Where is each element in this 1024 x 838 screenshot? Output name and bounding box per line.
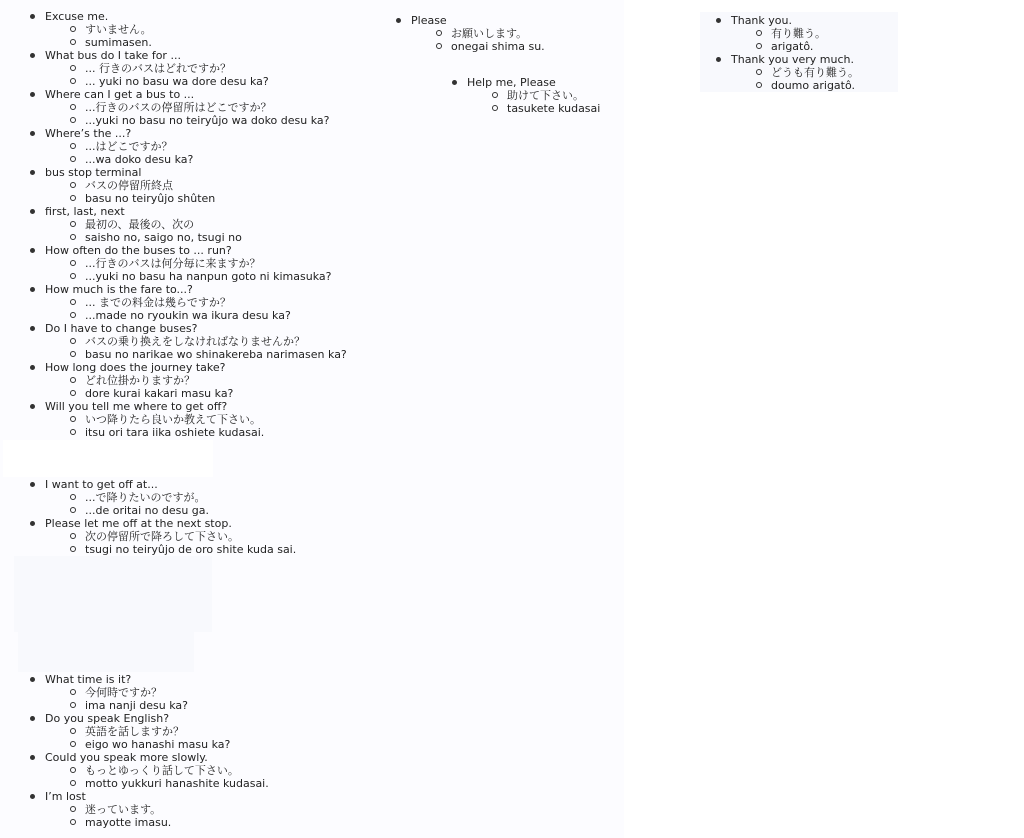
japanese-translation: バスの乗り換えをしなければなりませんか？	[0, 335, 400, 348]
translation-list	[731, 66, 906, 92]
japanese-translation: 有り難う。	[686, 27, 906, 40]
phrase-item	[366, 14, 616, 53]
phrase-item	[0, 478, 400, 517]
translation-list	[45, 764, 400, 790]
general-phrase-list	[0, 673, 400, 829]
romaji-reading: ...de oritai no desu ga.	[0, 504, 400, 517]
bus-phrase-list	[0, 10, 400, 439]
english-phrase: How much is the fare to...?	[45, 283, 193, 296]
romaji-reading: arigatô.	[686, 40, 906, 53]
english-phrase: Help me, Please	[467, 76, 556, 89]
phrase-item	[0, 49, 400, 88]
translation-list	[45, 413, 400, 439]
translation-list	[45, 140, 400, 166]
japanese-translation: もっとゆっくり話して下さい。	[0, 764, 400, 777]
phrase-item	[0, 400, 400, 439]
english-phrase: Thank you.	[731, 14, 792, 27]
translation-list	[45, 725, 400, 751]
english-phrase: How long does the journey take?	[45, 361, 226, 374]
english-phrase: Do you speak English?	[45, 712, 170, 725]
translation-list	[45, 374, 400, 400]
english-phrase: Do I have to change buses?	[45, 322, 198, 335]
english-phrase: I want to get off at...	[45, 478, 158, 491]
phrase-item	[0, 790, 400, 829]
english-phrase: Could you speak more slowly.	[45, 751, 208, 764]
phrase-item	[0, 10, 400, 49]
japanese-translation: ...はどこですか？	[0, 140, 400, 153]
japanese-translation: ... までの料金は幾らですか？	[0, 296, 400, 309]
english-phrase: Thank you very much.	[731, 53, 854, 66]
translation-list	[45, 296, 400, 322]
translation-list	[45, 803, 400, 829]
english-phrase: Please	[411, 14, 447, 27]
get-off-phrase-list	[0, 478, 400, 556]
japanese-translation: 迷っています。	[0, 803, 400, 816]
help-column	[422, 76, 622, 115]
english-phrase: How often do the buses to ... run?	[45, 244, 232, 257]
translation-list	[45, 62, 400, 88]
japanese-translation: 英語を話しますか？	[0, 725, 400, 738]
phrase-item	[0, 88, 400, 127]
phrase-item	[0, 673, 400, 712]
please-phrase-list	[366, 14, 616, 53]
japanese-translation: 助けて下さい。	[422, 89, 622, 102]
romaji-reading: basu no teiryûjo shûten	[0, 192, 400, 205]
translation-list	[45, 23, 400, 49]
romaji-reading: ...made no ryoukin wa ikura desu ka?	[0, 309, 400, 322]
phrase-item	[0, 127, 400, 166]
english-phrase: What bus do I take for ...	[45, 49, 181, 62]
japanese-translation: どれ位掛かりますか？	[0, 374, 400, 387]
romaji-reading: eigo wo hanashi masu ka?	[0, 738, 400, 751]
english-phrase: Where can I get a bus to ...	[45, 88, 195, 101]
phrase-item	[0, 517, 400, 556]
thanks-phrase-list	[686, 14, 906, 92]
japanese-translation: バスの停留所終点	[0, 179, 400, 192]
japanese-translation: どうも有り難う。	[686, 66, 906, 79]
romaji-reading: itsu ori tara iika oshiete kudasai.	[0, 426, 400, 439]
romaji-reading: tasukete kudasai	[422, 102, 622, 115]
translation-list	[45, 179, 400, 205]
phrase-item	[0, 166, 400, 205]
romaji-reading: dore kurai kakari masu ka?	[0, 387, 400, 400]
romaji-reading: ...yuki no basu no teiryûjo wa doko desu ka?	[0, 114, 400, 127]
english-phrase: first, last, next	[45, 205, 125, 218]
translation-list	[45, 335, 400, 361]
thanks-column	[686, 14, 906, 92]
romaji-reading: ima nanji desu ka?	[0, 699, 400, 712]
phrase-item	[686, 53, 906, 92]
romaji-reading: basu no narikae wo shinakereba narimasen ka?	[0, 348, 400, 361]
phrase-item	[0, 244, 400, 283]
translation-list	[411, 27, 616, 53]
english-phrase: Please let me off at the next stop.	[45, 517, 232, 530]
romaji-reading: mayotte imasu.	[0, 816, 400, 829]
romaji-reading: saisho no, saigo no, tsugi no	[0, 231, 400, 244]
english-phrase: Excuse me.	[45, 10, 109, 23]
english-phrase: What time is it?	[45, 673, 132, 686]
phrase-item	[0, 283, 400, 322]
japanese-translation: いつ降りたら良いか教えて下さい。	[0, 413, 400, 426]
phrase-item	[0, 751, 400, 790]
romaji-reading: tsugi no teiryûjo de oro shite kuda sai.	[0, 543, 400, 556]
english-phrase: Where’s the ...?	[45, 127, 132, 140]
romaji-reading: ...yuki no basu ha nanpun goto ni kimasuka?	[0, 270, 400, 283]
translation-list	[45, 257, 400, 283]
romaji-reading: ... yuki no basu wa dore desu ka?	[0, 75, 400, 88]
translation-list	[45, 218, 400, 244]
help-phrase-list	[422, 76, 622, 115]
left-column	[0, 10, 400, 829]
phrase-item	[686, 14, 906, 53]
japanese-translation: 次の停留所で降ろして下さい。	[0, 530, 400, 543]
translation-list	[45, 491, 400, 517]
japanese-translation: 今何時ですか？	[0, 686, 400, 699]
please-column	[366, 14, 616, 53]
translation-list	[731, 27, 906, 53]
phrase-item	[0, 361, 400, 400]
romaji-reading: motto yukkuri hanashite kudasai.	[0, 777, 400, 790]
japanese-translation: ... 行きのバスはどれですか？	[0, 62, 400, 75]
phrase-item	[0, 322, 400, 361]
translation-list	[45, 101, 400, 127]
japanese-translation: ...行きのバスの停留所はどこですか？	[0, 101, 400, 114]
japanese-translation: すいません。	[0, 23, 400, 36]
translation-list	[467, 89, 622, 115]
translation-list	[45, 530, 400, 556]
japanese-translation: 最初の、最後の、次の	[0, 218, 400, 231]
romaji-reading: doumo arigatô.	[686, 79, 906, 92]
romaji-reading: ...wa doko desu ka?	[0, 153, 400, 166]
english-phrase: bus stop terminal	[45, 166, 142, 179]
japanese-translation: お願いします。	[366, 27, 616, 40]
translation-list	[45, 686, 400, 712]
japanese-translation: ...で降りたいのですが。	[0, 491, 400, 504]
phrase-item	[0, 205, 400, 244]
phrase-item	[0, 712, 400, 751]
romaji-reading: onegai shima su.	[366, 40, 616, 53]
english-phrase: Will you tell me where to get off?	[45, 400, 228, 413]
phrase-item	[422, 76, 622, 115]
japanese-translation: ...行きのバスは何分毎に来ますか？	[0, 257, 400, 270]
english-phrase: I’m lost	[45, 790, 86, 803]
romaji-reading: sumimasen.	[0, 36, 400, 49]
